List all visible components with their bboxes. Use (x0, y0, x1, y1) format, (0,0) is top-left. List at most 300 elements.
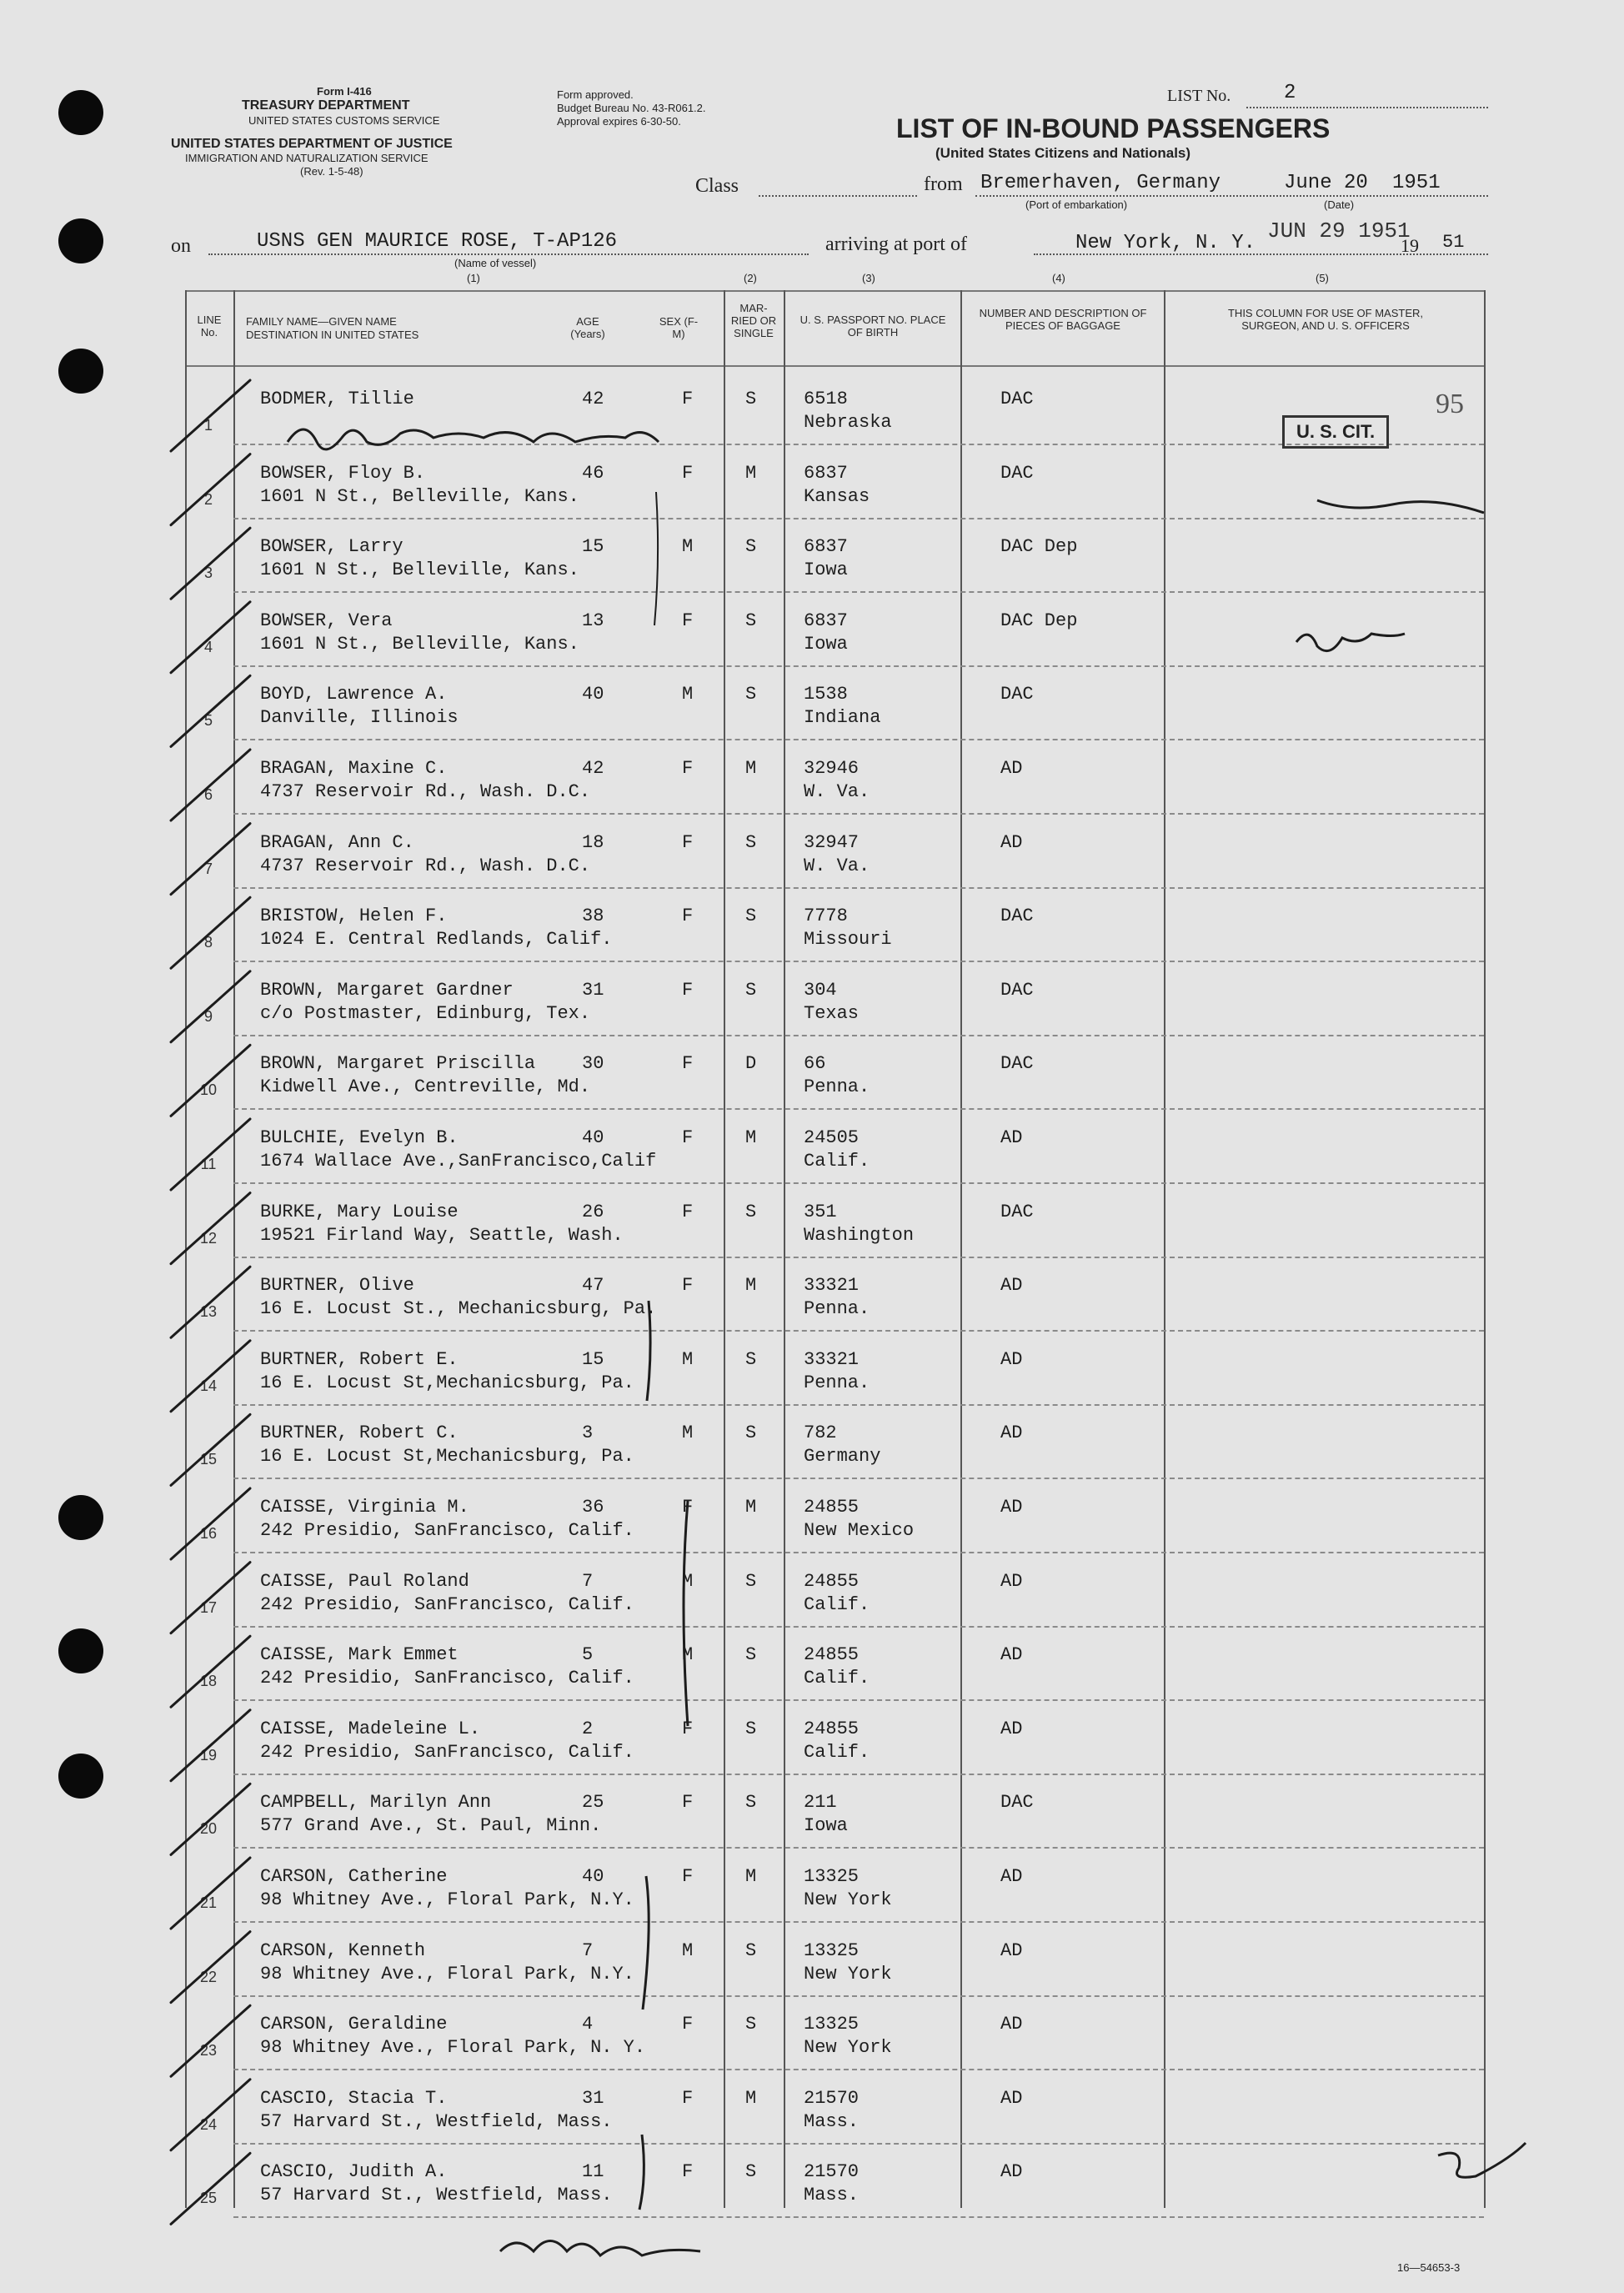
table-top-border (185, 290, 1486, 292)
passenger-name: CAMPBELL, Marilyn Ann (260, 1792, 492, 1814)
line-number: 4 (203, 638, 213, 655)
line-number: 2 (203, 490, 213, 508)
passenger-sex: F (682, 462, 694, 484)
passport-number: 21570 (804, 2161, 860, 2183)
passenger-destination: 242 Presidio, SanFrancisco, Calif. (260, 1741, 634, 1763)
place-of-birth: New York (804, 2037, 892, 2059)
footer-code: 16—54653-3 (1397, 2261, 1461, 2274)
passenger-name: CAISSE, Madeleine L. (260, 1718, 481, 1739)
passenger-name: CAISSE, Paul Roland (260, 1570, 469, 1592)
passenger-name: CAISSE, Mark Emmet (260, 1644, 459, 1666)
baggage-description: DAC (1000, 462, 1034, 484)
line-number: 16 (199, 1525, 218, 1542)
place-of-birth: Iowa (804, 633, 848, 655)
line-number: 21 (199, 1894, 218, 1911)
passenger-sex: F (682, 758, 694, 779)
document-title: LIST OF IN-BOUND PASSENGERS (896, 113, 1331, 143)
line-number: 1 (203, 417, 213, 434)
col-num-5: (5) (1316, 272, 1329, 284)
baggage-description: DAC (1000, 684, 1034, 705)
table-row (0, 1258, 1557, 1332)
passenger-sex: M (682, 1570, 694, 1592)
line-number: 18 (199, 1673, 218, 1690)
dept-justice: UNITED STATES DEPARTMENT OF JUSTICE (171, 137, 453, 151)
passenger-name: BODMER, Tillie (260, 389, 414, 409)
passenger-name: CASCIO, Stacia T. (260, 2087, 448, 2109)
list-number-value: 2 (1284, 82, 1296, 104)
passenger-age: 42 (582, 389, 604, 409)
line-number: 6 (203, 786, 213, 803)
passenger-marital-status: S (745, 684, 757, 705)
passenger-age: 40 (582, 1866, 604, 1887)
passenger-marital-status: S (745, 906, 757, 927)
table-row (0, 1036, 1557, 1110)
passport-number: 6837 (804, 462, 848, 484)
passenger-name: BURTNER, Robert E. (260, 1348, 459, 1370)
passenger-destination: 16 E. Locust St,Mechanicsburg, Pa. (260, 1446, 634, 1468)
passenger-age: 7 (582, 1939, 594, 1961)
passenger-age: 18 (582, 831, 604, 853)
passenger-destination: 1601 N St., Belleville, Kans. (260, 559, 579, 581)
passenger-marital-status: S (745, 1792, 757, 1814)
passenger-age: 26 (582, 1201, 604, 1222)
baggage-description: AD (1000, 1718, 1023, 1739)
header-bottom-border (185, 365, 1486, 367)
line-number: 3 (203, 564, 213, 582)
passport-number: 6518 (804, 389, 848, 409)
passenger-sex: F (682, 1201, 694, 1222)
line-number: 14 (199, 1377, 218, 1394)
passenger-destination: 57 Harvard St., Westfield, Mass. (260, 2185, 613, 2206)
baggage-description: DAC (1000, 906, 1034, 927)
passenger-name: CARSON, Kenneth (260, 1939, 426, 1961)
dept-justice-sub: IMMIGRATION AND NATURALIZATION SERVICE (185, 152, 429, 164)
baggage-description: AD (1000, 1570, 1023, 1592)
passenger-sex: M (682, 1939, 694, 1961)
place-of-birth: W. Va. (804, 781, 870, 802)
passport-number: 24505 (804, 1127, 860, 1148)
passenger-age: 2 (582, 1718, 594, 1739)
line-number: 19 (199, 1746, 218, 1764)
passenger-sex: F (682, 2014, 694, 2035)
passenger-marital-status: S (745, 1422, 757, 1444)
approval-expires: Approval expires 6-30-50. (557, 115, 681, 128)
passenger-sex: F (682, 1866, 694, 1887)
line-number: 8 (203, 934, 213, 951)
table-row (0, 1997, 1557, 2070)
passport-number: 6837 (804, 536, 848, 558)
table-row (0, 1332, 1557, 1406)
passenger-marital-status: S (745, 1570, 757, 1592)
passenger-age: 7 (582, 1570, 594, 1592)
passenger-sex: F (682, 1053, 694, 1075)
list-number-label: LIST No. (1167, 87, 1231, 105)
place-of-birth: Penna. (804, 1076, 870, 1098)
passenger-destination: 98 Whitney Ave., Floral Park, N. Y. (260, 2037, 646, 2059)
passport-number: 304 (804, 979, 837, 1001)
place-of-birth: Penna. (804, 1298, 870, 1320)
dept-treasury: TREASURY DEPARTMENT (242, 98, 410, 113)
arriving-label: arriving at port of (825, 233, 967, 255)
line-number: 10 (199, 1081, 218, 1099)
passenger-marital-status: M (745, 758, 757, 779)
baggage-description: DAC (1000, 979, 1034, 1001)
passenger-name: BRAGAN, Maxine C. (260, 758, 448, 779)
table-row (0, 1702, 1557, 1775)
header-passport: U. S. PASSPORT NO. PLACE OF BIRTH (799, 314, 946, 339)
passenger-destination: Kidwell Ave., Centreville, Md. (260, 1076, 591, 1098)
header-line-no: LINE No. (197, 314, 222, 339)
passenger-age: 38 (582, 906, 604, 927)
passenger-destination: 98 Whitney Ave., Floral Park, N.Y. (260, 1963, 634, 1984)
passenger-name: CAISSE, Virginia M. (260, 1497, 469, 1518)
line-number: 24 (199, 2115, 218, 2133)
line-number: 7 (203, 860, 213, 877)
passenger-sex: F (682, 2087, 694, 2109)
passenger-name: BURTNER, Olive (260, 1275, 414, 1297)
passenger-age: 36 (582, 1497, 604, 1518)
passenger-age: 3 (582, 1422, 594, 1444)
passenger-age: 25 (582, 1792, 604, 1814)
passenger-sex: M (682, 1644, 694, 1666)
embark-date: June 20 (1284, 172, 1368, 194)
passport-number: 32947 (804, 831, 860, 853)
table-row (0, 2145, 1557, 2218)
passenger-destination: 16 E. Locust St., Mechanicsburg, Pa. (260, 1298, 657, 1320)
line-number: 25 (199, 2190, 218, 2207)
place-of-birth: Calif. (804, 1668, 870, 1689)
passenger-age: 15 (582, 1348, 604, 1370)
passenger-sex: M (682, 1422, 694, 1444)
passenger-age: 4 (582, 2014, 594, 2035)
place-of-birth: Calif. (804, 1741, 870, 1763)
passenger-destination: 19521 Firland Way, Seattle, Wash. (260, 1224, 624, 1246)
baggage-description: AD (1000, 1348, 1023, 1370)
passenger-name: BURKE, Mary Louise (260, 1201, 459, 1222)
place-of-birth: New York (804, 1889, 892, 1910)
passport-number: 211 (804, 1792, 837, 1814)
binder-hole (58, 218, 103, 263)
passenger-marital-status: M (745, 1275, 757, 1297)
passenger-destination: 1024 E. Central Redlands, Calif. (260, 929, 613, 951)
table-row (0, 1849, 1557, 1923)
passport-number: 24855 (804, 1644, 860, 1666)
line-number: 23 (199, 2042, 218, 2060)
arrival-line (1034, 253, 1488, 255)
place-of-birth: Kansas (804, 485, 870, 507)
table-row (0, 1775, 1557, 1849)
passport-number: 1538 (804, 684, 848, 705)
passenger-sex: F (682, 2161, 694, 2183)
table-row (0, 1480, 1557, 1553)
passenger-destination: 1601 N St., Belleville, Kans. (260, 633, 579, 655)
passenger-marital-status: S (745, 389, 757, 409)
arrival-port: New York, N. Y. (1075, 232, 1256, 254)
header-family-name: FAMILY NAME—GIVEN NAME (246, 315, 397, 328)
baggage-description: AD (1000, 831, 1023, 853)
passenger-sex: F (682, 389, 694, 409)
passenger-marital-status: S (745, 1201, 757, 1222)
baggage-description: AD (1000, 758, 1023, 779)
passenger-sex: F (682, 831, 694, 853)
passenger-name: CARSON, Geraldine (260, 2014, 448, 2035)
form-number: Form I-416 (317, 85, 372, 98)
passenger-name: BOWSER, Larry (260, 536, 403, 558)
us-citizen-stamp: U. S. CIT. (1282, 415, 1389, 449)
place-of-birth: New Mexico (804, 1520, 915, 1541)
col-num-4: (4) (1052, 272, 1065, 284)
col-num-3: (3) (862, 272, 875, 284)
dept-treasury-sub: UNITED STATES CUSTOMS SERVICE (248, 114, 440, 127)
place-of-birth: Washington (804, 1224, 915, 1246)
passport-number: 13325 (804, 1866, 860, 1887)
table-row (0, 519, 1557, 593)
passenger-marital-status: S (745, 610, 757, 631)
passenger-name: BRAGAN, Ann C. (260, 831, 414, 853)
line-number: 12 (199, 1229, 218, 1247)
place-of-birth: Mass. (804, 2110, 860, 2132)
passenger-sex: F (682, 1718, 694, 1739)
passport-number: 33321 (804, 1275, 860, 1297)
passenger-age: 31 (582, 979, 604, 1001)
baggage-description: DAC Dep (1000, 610, 1078, 631)
passenger-name: BROWN, Margaret Gardner (260, 979, 514, 1001)
passport-number: 13325 (804, 1939, 860, 1961)
passenger-marital-status: M (745, 1127, 757, 1148)
passenger-destination: c/o Postmaster, Edinburg, Tex. (260, 1002, 591, 1024)
passenger-sex: M (682, 684, 694, 705)
line-number: 5 (203, 712, 213, 730)
baggage-description: AD (1000, 1127, 1023, 1148)
passenger-age: 40 (582, 1127, 604, 1148)
port-of-embarkation: Bremerhaven, Germany (980, 172, 1221, 194)
table-row (0, 1406, 1557, 1479)
binder-hole (58, 90, 103, 135)
passenger-marital-status: S (745, 2014, 757, 2035)
passenger-marital-status: S (745, 1939, 757, 1961)
passenger-age: 46 (582, 462, 604, 484)
record-number: 95 (1436, 389, 1464, 419)
table-row (0, 1554, 1557, 1628)
header-baggage: NUMBER AND DESCRIPTION OF PIECES OF BAGGAGE (979, 307, 1147, 332)
baggage-description: AD (1000, 2087, 1023, 2109)
line-number: 11 (200, 1156, 217, 1172)
table-row (0, 594, 1557, 667)
passenger-age: 11 (582, 2161, 604, 2183)
passenger-destination: 242 Presidio, SanFrancisco, Calif. (260, 1520, 634, 1541)
date-caption: (Date) (1324, 198, 1355, 211)
line-number: 20 (199, 1820, 218, 1838)
passenger-name: CARSON, Catherine (260, 1866, 448, 1887)
passenger-destination: 242 Presidio, SanFrancisco, Calif. (260, 1593, 634, 1615)
passenger-destination: 16 E. Locust St,Mechanicsburg, Pa. (260, 1372, 634, 1393)
passenger-age: 47 (582, 1275, 604, 1297)
baggage-description: DAC (1000, 389, 1034, 409)
vessel-line (208, 253, 809, 255)
arrival-date-stamp: JUN 29 1951 (1267, 218, 1411, 243)
passenger-age: 15 (582, 536, 604, 558)
baggage-description: AD (1000, 1644, 1023, 1666)
line-number: 17 (199, 1598, 218, 1616)
line-number: 15 (199, 1451, 218, 1468)
class-label: Class (695, 175, 739, 197)
embark-year: 1951 (1392, 172, 1441, 194)
place-of-birth: Iowa (804, 559, 848, 581)
passport-number: 33321 (804, 1348, 860, 1370)
passport-number: 7778 (804, 906, 848, 927)
place-of-birth: Germany (804, 1446, 881, 1468)
baggage-description: AD (1000, 1422, 1023, 1444)
document-subtitle: (United States Citizens and Nationals) (935, 145, 1191, 161)
baggage-description: AD (1000, 1866, 1023, 1887)
form-approved: Form approved. (557, 88, 634, 101)
arrival-year-prefix: 19 (1401, 235, 1419, 256)
passenger-marital-status: S (745, 2161, 757, 2183)
passenger-marital-status: S (745, 1348, 757, 1370)
passenger-sex: F (682, 1792, 694, 1814)
table-row (0, 446, 1557, 519)
passenger-name: BOWSER, Floy B. (260, 462, 426, 484)
row-separator (233, 2216, 1484, 2218)
place-of-birth: Indiana (804, 707, 881, 729)
passenger-name: BURTNER, Robert C. (260, 1422, 459, 1444)
passenger-name: BULCHIE, Evelyn B. (260, 1127, 459, 1148)
passenger-name: BOWSER, Vera (260, 610, 393, 631)
passenger-destination: 4737 Reservoir Rd., Wash. D.C. (260, 781, 591, 802)
passenger-marital-status: M (745, 462, 757, 484)
place-of-birth: Mass. (804, 2185, 860, 2206)
passenger-destination: 57 Harvard St., Westfield, Mass. (260, 2110, 613, 2132)
passenger-sex: M (682, 1348, 694, 1370)
budget-bureau: Budget Bureau No. 43-R061.2. (557, 102, 706, 114)
passenger-marital-status: S (745, 979, 757, 1001)
passenger-age: 31 (582, 2087, 604, 2109)
passenger-marital-status: S (745, 1644, 757, 1666)
passenger-sex: F (682, 610, 694, 631)
table-row (0, 1111, 1557, 1184)
passenger-name: BOYD, Lawrence A. (260, 684, 448, 705)
passenger-sex: M (682, 536, 694, 558)
from-label: from (924, 173, 963, 195)
baggage-description: DAC (1000, 1792, 1034, 1814)
passenger-marital-status: D (745, 1053, 757, 1075)
passenger-destination: 577 Grand Ave., St. Paul, Minn. (260, 1815, 602, 1837)
place-of-birth: Calif. (804, 1151, 870, 1172)
table-row (0, 741, 1557, 815)
passenger-marital-status: S (745, 1718, 757, 1739)
header-married: MAR- RIED OR SINGLE (730, 302, 777, 339)
passenger-age: 42 (582, 758, 604, 779)
passenger-sex: F (682, 1127, 694, 1148)
place-of-birth: Penna. (804, 1372, 870, 1393)
baggage-description: AD (1000, 1939, 1023, 1961)
passport-number: 6837 (804, 610, 848, 631)
table-row (0, 963, 1557, 1036)
header-sex: SEX (F-M) (659, 315, 699, 340)
passenger-name: CASCIO, Judith A. (260, 2161, 448, 2183)
passport-number: 24855 (804, 1718, 860, 1739)
baggage-description: DAC Dep (1000, 536, 1078, 558)
baggage-description: AD (1000, 2161, 1023, 2183)
line-number: 9 (203, 1007, 213, 1025)
list-number-line (1246, 107, 1488, 108)
baggage-description: AD (1000, 1275, 1023, 1297)
arrival-year: 51 (1442, 232, 1465, 253)
table-row (0, 815, 1557, 889)
baggage-description: DAC (1000, 1201, 1034, 1222)
baggage-description: AD (1000, 1497, 1023, 1518)
table-row (0, 889, 1557, 962)
passport-number: 13325 (804, 2014, 860, 2035)
line-number: 22 (199, 1968, 218, 1985)
passenger-destination: 242 Presidio, SanFrancisco, Calif. (260, 1668, 634, 1689)
class-line (759, 195, 917, 197)
passport-number: 32946 (804, 758, 860, 779)
passenger-marital-status: S (745, 536, 757, 558)
header-age: AGE (Years) (570, 315, 605, 340)
embark-line (975, 195, 1488, 197)
passenger-sex: F (682, 906, 694, 927)
header-destination: DESTINATION IN UNITED STATES (246, 329, 419, 341)
passport-number: 351 (804, 1201, 837, 1222)
passenger-sex: F (682, 1275, 694, 1297)
place-of-birth: Calif. (804, 1593, 870, 1615)
table-row (0, 2071, 1557, 2145)
place-of-birth: Texas (804, 1002, 860, 1024)
passenger-destination: 1601 N St., Belleville, Kans. (260, 485, 579, 507)
passenger-age: 40 (582, 684, 604, 705)
place-of-birth: Missouri (804, 929, 892, 951)
passenger-age: 13 (582, 610, 604, 631)
passenger-destination: 98 Whitney Ave., Floral Park, N.Y. (260, 1889, 634, 1910)
table-row (0, 1924, 1557, 1997)
passport-number: 24855 (804, 1570, 860, 1592)
passport-number: 24855 (804, 1497, 860, 1518)
on-label: on (171, 235, 191, 257)
passenger-destination: 1674 Wallace Ave.,SanFrancisco,Calif (260, 1151, 657, 1172)
passenger-name: BRISTOW, Helen F. (260, 906, 448, 927)
passenger-sex: F (682, 979, 694, 1001)
passenger-marital-status: M (745, 2087, 757, 2109)
passenger-age: 5 (582, 1644, 594, 1666)
passenger-name: BROWN, Margaret Priscilla (260, 1053, 536, 1075)
header-officers: THIS COLUMN FOR USE OF MASTER, SURGEON, AND U. S. OFFICERS (1227, 307, 1423, 332)
passenger-marital-status: M (745, 1866, 757, 1887)
table-row (0, 667, 1557, 740)
table-row (0, 1185, 1557, 1258)
vessel-name: USNS GEN MAURICE ROSE, T-AP126 (257, 230, 618, 253)
table-row (0, 1628, 1557, 1701)
passport-number: 782 (804, 1422, 837, 1444)
passenger-destination: Danville, Illinois (260, 707, 459, 729)
form-revision: (Rev. 1-5-48) (300, 165, 363, 178)
place-of-birth: Nebraska (804, 412, 892, 433)
col-num-2: (2) (744, 272, 757, 284)
passenger-sex: F (682, 1497, 694, 1518)
baggage-description: AD (1000, 2014, 1023, 2035)
passenger-marital-status: M (745, 1497, 757, 1518)
passport-number: 21570 (804, 2087, 860, 2109)
place-of-birth: New York (804, 1963, 892, 1984)
place-of-birth: Iowa (804, 1815, 848, 1837)
vessel-caption: (Name of vessel) (454, 257, 537, 269)
port-embark-caption: (Port of embarkation) (1025, 198, 1128, 211)
col-num-1: (1) (467, 272, 480, 284)
baggage-description: DAC (1000, 1053, 1034, 1075)
passenger-marital-status: S (745, 831, 757, 853)
place-of-birth: W. Va. (804, 855, 870, 876)
passenger-destination: 4737 Reservoir Rd., Wash. D.C. (260, 855, 591, 876)
